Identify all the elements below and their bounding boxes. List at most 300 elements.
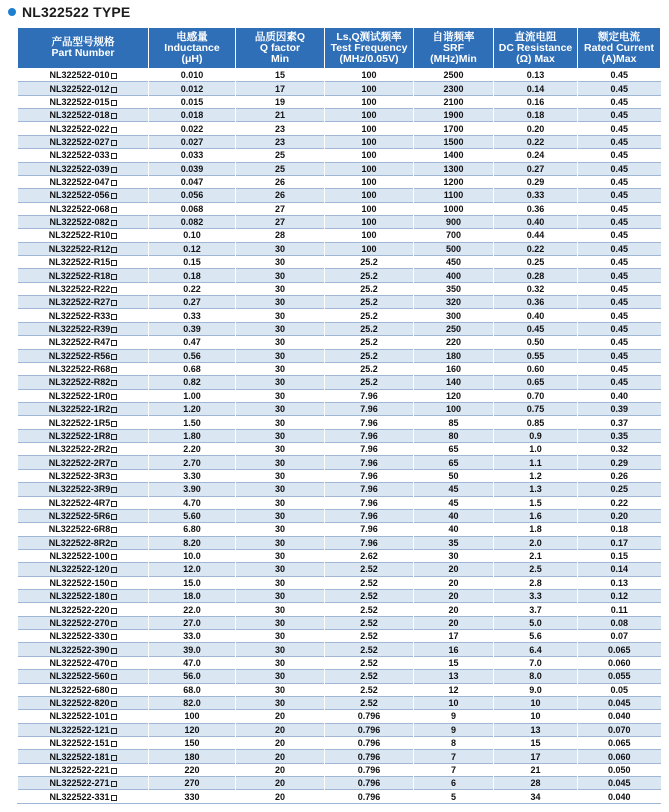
table-cell bbox=[236, 536, 325, 549]
cell-value: 30 bbox=[274, 497, 285, 508]
table-cell bbox=[149, 683, 236, 696]
cell-value: 0.9 bbox=[529, 430, 542, 441]
table-cell bbox=[578, 777, 661, 790]
cell-value: 1.80 bbox=[183, 430, 201, 441]
part-number: NL322522-1R0 bbox=[48, 390, 111, 401]
cell-value: 15 bbox=[530, 738, 541, 749]
cell-value: 9 bbox=[450, 724, 456, 735]
table-cell bbox=[578, 82, 661, 95]
table-cell bbox=[494, 389, 578, 402]
cell-value: 30 bbox=[274, 591, 285, 602]
table-cell bbox=[494, 576, 578, 589]
table-cell bbox=[325, 229, 414, 242]
cell-value: 30 bbox=[274, 297, 285, 308]
cell-value: 120 bbox=[184, 724, 200, 735]
table-cell bbox=[236, 82, 325, 95]
cell-value: 27 bbox=[274, 203, 285, 214]
cell-value: 0.33 bbox=[526, 190, 545, 201]
cell-value: 0.33 bbox=[183, 310, 201, 321]
cell-value: 0.12 bbox=[183, 243, 201, 254]
table-cell bbox=[325, 443, 414, 456]
table-cell bbox=[578, 149, 661, 162]
cell-value: 700 bbox=[445, 230, 462, 241]
checkbox-square-icon bbox=[111, 634, 117, 640]
table-cell bbox=[236, 109, 325, 122]
table-cell bbox=[18, 135, 149, 148]
table-cell bbox=[578, 416, 661, 429]
table-cell bbox=[494, 536, 578, 549]
cell-value: 0.45 bbox=[610, 177, 629, 188]
checkbox-square-icon bbox=[111, 728, 117, 734]
table-cell bbox=[325, 162, 414, 175]
table-row bbox=[18, 549, 661, 562]
table-cell bbox=[578, 456, 661, 469]
cell-value: 100 bbox=[361, 83, 377, 94]
checkbox-square-icon bbox=[111, 487, 117, 493]
table-cell bbox=[414, 336, 494, 349]
cell-value: 0.796 bbox=[357, 711, 381, 722]
cell-value: 220 bbox=[445, 337, 462, 348]
cell-value: 7.96 bbox=[360, 417, 378, 428]
cell-value: 0.45 bbox=[610, 163, 629, 174]
table-cell bbox=[578, 696, 661, 709]
column-header: 产品型号规格 Part Number bbox=[18, 28, 149, 69]
cell-value: 0.040 bbox=[607, 791, 631, 802]
table-cell bbox=[325, 456, 414, 469]
cell-value: 0.22 bbox=[183, 283, 201, 294]
checkbox-square-icon bbox=[111, 461, 117, 467]
table-cell bbox=[149, 109, 236, 122]
cell-value: 0.45 bbox=[610, 297, 629, 308]
cell-value: 0.35 bbox=[610, 430, 629, 441]
table-cell bbox=[236, 282, 325, 295]
table-cell bbox=[325, 469, 414, 482]
cell-value: 0.18 bbox=[526, 110, 545, 121]
table-cell bbox=[149, 563, 236, 576]
cell-value: 25 bbox=[274, 150, 285, 161]
table-cell bbox=[149, 549, 236, 562]
cell-value: 30 bbox=[274, 631, 285, 642]
cell-value: 0.796 bbox=[357, 751, 381, 762]
table-cell bbox=[494, 322, 578, 335]
part-number: NL322522-R68 bbox=[48, 364, 111, 375]
table-cell bbox=[494, 376, 578, 389]
part-number: NL322522-015 bbox=[49, 96, 110, 107]
checkbox-square-icon bbox=[111, 407, 117, 413]
cell-value: 270 bbox=[184, 778, 200, 789]
table-cell bbox=[494, 215, 578, 228]
table-cell bbox=[494, 256, 578, 269]
table-cell bbox=[414, 162, 494, 175]
table-cell bbox=[325, 429, 414, 442]
cell-value: 100 bbox=[361, 70, 377, 81]
cell-value: 17 bbox=[530, 751, 541, 762]
table-cell bbox=[578, 683, 661, 696]
table-cell bbox=[325, 777, 414, 790]
table-cell bbox=[18, 349, 149, 362]
table-cell bbox=[325, 256, 414, 269]
table-row bbox=[18, 696, 661, 709]
table-cell bbox=[414, 376, 494, 389]
cell-value: 23 bbox=[274, 123, 285, 134]
table-cell bbox=[18, 309, 149, 322]
table-cell bbox=[494, 763, 578, 776]
cell-value: 7.96 bbox=[360, 404, 378, 415]
part-number: NL322522-181 bbox=[49, 751, 110, 762]
table-cell bbox=[18, 175, 149, 188]
cell-value: 2.52 bbox=[360, 631, 378, 642]
cell-value: 2.8 bbox=[529, 577, 542, 588]
checkbox-square-icon bbox=[111, 795, 117, 801]
table-cell bbox=[325, 549, 414, 562]
cell-value: 2500 bbox=[443, 70, 464, 81]
table-row bbox=[18, 429, 661, 442]
table-row bbox=[18, 670, 661, 683]
table-cell bbox=[578, 563, 661, 576]
table-cell bbox=[494, 630, 578, 643]
table-cell bbox=[494, 710, 578, 723]
table-cell bbox=[236, 162, 325, 175]
cell-value: 25.2 bbox=[360, 283, 378, 294]
table-cell bbox=[149, 523, 236, 536]
cell-value: 0.796 bbox=[357, 778, 381, 789]
cell-value: 2.52 bbox=[360, 591, 378, 602]
table-row bbox=[18, 202, 661, 215]
cell-value: 100 bbox=[445, 404, 462, 415]
table-cell bbox=[325, 763, 414, 776]
table-cell bbox=[18, 456, 149, 469]
part-number: NL322522-022 bbox=[49, 123, 110, 134]
table-cell bbox=[578, 296, 661, 309]
cell-value: 30 bbox=[274, 444, 285, 455]
table-cell bbox=[414, 256, 494, 269]
cell-value: 0.12 bbox=[610, 591, 629, 602]
cell-value: 1700 bbox=[443, 123, 464, 134]
table-cell bbox=[149, 496, 236, 509]
cell-value: 15.0 bbox=[183, 577, 201, 588]
cell-value: 8.20 bbox=[183, 537, 201, 548]
table-cell bbox=[325, 536, 414, 549]
cell-value: 0.022 bbox=[180, 123, 204, 134]
cell-value: 0.65 bbox=[526, 377, 545, 388]
cell-value: 30 bbox=[274, 644, 285, 655]
cell-value: 1200 bbox=[443, 177, 464, 188]
part-number: NL322522-2R2 bbox=[48, 444, 111, 455]
table-cell bbox=[414, 763, 494, 776]
table-cell bbox=[149, 189, 236, 202]
cell-value: 2300 bbox=[443, 83, 464, 94]
table-row bbox=[18, 402, 661, 415]
cell-value: 0.39 bbox=[610, 404, 629, 415]
part-number: NL322522-R15 bbox=[48, 257, 111, 268]
table-cell bbox=[414, 563, 494, 576]
checkbox-square-icon bbox=[111, 594, 117, 600]
table-cell bbox=[578, 189, 661, 202]
table-cell bbox=[578, 202, 661, 215]
cell-value: 7.96 bbox=[360, 390, 378, 401]
table-cell bbox=[414, 603, 494, 616]
cell-value: 1.6 bbox=[529, 511, 542, 522]
table-cell bbox=[414, 710, 494, 723]
table-cell bbox=[578, 429, 661, 442]
cell-value: 2.52 bbox=[360, 671, 378, 682]
table-cell bbox=[414, 296, 494, 309]
table-cell bbox=[18, 282, 149, 295]
cell-value: 20 bbox=[274, 778, 285, 789]
table-cell bbox=[414, 389, 494, 402]
checkbox-square-icon bbox=[111, 434, 117, 440]
cell-value: 0.22 bbox=[526, 136, 545, 147]
part-number: NL322522-6R8 bbox=[48, 524, 111, 535]
cell-value: 0.55 bbox=[526, 350, 545, 361]
table-cell bbox=[325, 135, 414, 148]
part-number: NL322522-018 bbox=[49, 110, 110, 121]
cell-value: 0.22 bbox=[526, 243, 545, 254]
table-cell bbox=[18, 656, 149, 669]
table-cell bbox=[578, 336, 661, 349]
table-cell bbox=[494, 202, 578, 215]
table-cell bbox=[414, 630, 494, 643]
cell-value: 30 bbox=[274, 404, 285, 415]
table-cell bbox=[414, 309, 494, 322]
cell-value: 5.6 bbox=[529, 631, 542, 642]
cell-value: 0.45 bbox=[610, 70, 629, 81]
cell-value: 30 bbox=[274, 511, 285, 522]
column-header: Ls,Q测试频率 Test Frequency (MHz/0.05V) bbox=[325, 28, 414, 69]
table-cell bbox=[578, 590, 661, 603]
checkbox-square-icon bbox=[111, 447, 117, 453]
table-row bbox=[18, 69, 661, 82]
table-cell bbox=[149, 536, 236, 549]
table-cell bbox=[18, 269, 149, 282]
cell-value: 1.8 bbox=[529, 524, 542, 535]
cell-value: 1.50 bbox=[183, 417, 201, 428]
table-cell bbox=[236, 683, 325, 696]
table-row bbox=[18, 162, 661, 175]
part-number: NL322522-R27 bbox=[48, 297, 111, 308]
table-cell bbox=[149, 763, 236, 776]
table-cell bbox=[236, 790, 325, 803]
table-cell bbox=[578, 269, 661, 282]
table-cell bbox=[414, 483, 494, 496]
cell-value: 30 bbox=[274, 377, 285, 388]
table-cell bbox=[236, 269, 325, 282]
table-cell bbox=[18, 549, 149, 562]
cell-value: 17 bbox=[448, 631, 459, 642]
table-cell bbox=[414, 82, 494, 95]
table-cell bbox=[578, 643, 661, 656]
cell-value: 100 bbox=[184, 711, 200, 722]
cell-value: 0.047 bbox=[180, 177, 204, 188]
table-cell bbox=[149, 576, 236, 589]
cell-value: 1.5 bbox=[529, 497, 542, 508]
table-cell bbox=[578, 576, 661, 589]
checkbox-square-icon bbox=[111, 354, 117, 360]
table-cell bbox=[414, 109, 494, 122]
cell-value: 2.52 bbox=[360, 564, 378, 575]
cell-value: 100 bbox=[361, 243, 377, 254]
cell-value: 450 bbox=[445, 257, 462, 268]
table-cell bbox=[236, 296, 325, 309]
table-cell bbox=[494, 349, 578, 362]
table-cell bbox=[494, 429, 578, 442]
cell-value: 0.25 bbox=[526, 257, 545, 268]
table-cell bbox=[325, 630, 414, 643]
cell-value: 0.068 bbox=[180, 203, 204, 214]
table-row bbox=[18, 109, 661, 122]
cell-value: 7.0 bbox=[529, 657, 542, 668]
table-row bbox=[18, 509, 661, 522]
part-number: NL322522-047 bbox=[49, 177, 110, 188]
table-cell bbox=[494, 563, 578, 576]
cell-value: 0.40 bbox=[526, 217, 545, 228]
table-cell bbox=[236, 630, 325, 643]
cell-value: 0.07 bbox=[610, 631, 629, 642]
part-number: NL322522-390 bbox=[49, 644, 110, 655]
table-cell bbox=[149, 736, 236, 749]
checkbox-square-icon bbox=[111, 207, 117, 213]
table-cell bbox=[325, 242, 414, 255]
cell-value: 2.20 bbox=[183, 444, 201, 455]
part-number: NL322522-4R7 bbox=[48, 497, 111, 508]
cell-value: 21 bbox=[530, 764, 541, 775]
cell-value: 2.70 bbox=[183, 457, 201, 468]
table-cell bbox=[18, 777, 149, 790]
table-cell bbox=[149, 229, 236, 242]
cell-value: 0.70 bbox=[526, 390, 545, 401]
table-row bbox=[18, 362, 661, 375]
table-cell bbox=[325, 736, 414, 749]
checkbox-square-icon bbox=[111, 554, 117, 560]
cell-value: 20 bbox=[274, 751, 285, 762]
table-cell bbox=[149, 282, 236, 295]
cell-value: 3.90 bbox=[183, 484, 201, 495]
table-cell bbox=[18, 322, 149, 335]
column-header: 额定电流 Rated Current (A)Max bbox=[578, 28, 661, 69]
cell-value: 0.060 bbox=[607, 657, 631, 668]
table-cell bbox=[236, 736, 325, 749]
table-cell bbox=[325, 656, 414, 669]
cell-value: 9 bbox=[450, 711, 456, 722]
table-cell bbox=[149, 710, 236, 723]
table-cell bbox=[578, 175, 661, 188]
table-cell bbox=[18, 509, 149, 522]
cell-value: 0.85 bbox=[526, 417, 545, 428]
table-cell bbox=[325, 349, 414, 362]
table-cell bbox=[414, 696, 494, 709]
column-header: 自谐频率 SRF (MHz)Min bbox=[414, 28, 494, 69]
table-row bbox=[18, 215, 661, 228]
table-row bbox=[18, 135, 661, 148]
table-cell bbox=[494, 282, 578, 295]
table-row bbox=[18, 256, 661, 269]
cell-value: 8.0 bbox=[529, 671, 542, 682]
cell-value: 0.45 bbox=[610, 337, 629, 348]
table-cell bbox=[236, 362, 325, 375]
table-cell bbox=[578, 656, 661, 669]
table-cell bbox=[325, 95, 414, 108]
table-cell bbox=[494, 95, 578, 108]
table-cell bbox=[494, 402, 578, 415]
part-number: NL322522-101 bbox=[49, 711, 110, 722]
table-cell bbox=[414, 149, 494, 162]
cell-value: 4.70 bbox=[183, 497, 201, 508]
table-cell bbox=[414, 349, 494, 362]
table-cell bbox=[325, 710, 414, 723]
checkbox-square-icon bbox=[111, 768, 117, 774]
table-cell bbox=[414, 362, 494, 375]
cell-value: 1.00 bbox=[183, 390, 201, 401]
table-cell bbox=[149, 162, 236, 175]
table-cell bbox=[578, 322, 661, 335]
cell-value: 2100 bbox=[443, 96, 464, 107]
cell-value: 0.045 bbox=[607, 778, 631, 789]
part-number: NL322522-1R5 bbox=[48, 417, 111, 428]
table-cell bbox=[494, 656, 578, 669]
table-cell bbox=[494, 309, 578, 322]
table-row bbox=[18, 189, 661, 202]
table-cell bbox=[18, 590, 149, 603]
table-cell bbox=[236, 122, 325, 135]
table-cell bbox=[414, 416, 494, 429]
table-cell bbox=[414, 576, 494, 589]
table-cell bbox=[414, 69, 494, 82]
checkbox-square-icon bbox=[111, 233, 117, 239]
cell-value: 15 bbox=[448, 657, 459, 668]
table-cell bbox=[149, 750, 236, 763]
table-row bbox=[18, 576, 661, 589]
table-cell bbox=[149, 777, 236, 790]
cell-value: 22.0 bbox=[183, 604, 201, 615]
cell-value: 13 bbox=[448, 671, 459, 682]
checkbox-square-icon bbox=[111, 274, 117, 280]
cell-value: 7.96 bbox=[360, 511, 378, 522]
table-cell bbox=[236, 469, 325, 482]
table-cell bbox=[149, 122, 236, 135]
table-cell bbox=[414, 750, 494, 763]
cell-value: 0.56 bbox=[183, 350, 201, 361]
cell-value: 0.045 bbox=[607, 698, 631, 709]
bullet-dot-icon bbox=[8, 8, 16, 16]
cell-value: 30 bbox=[274, 524, 285, 535]
table-cell bbox=[325, 282, 414, 295]
table-cell bbox=[414, 616, 494, 629]
checkbox-square-icon bbox=[111, 674, 117, 680]
cell-value: 0.018 bbox=[180, 110, 204, 121]
table-cell bbox=[325, 616, 414, 629]
checkbox-square-icon bbox=[111, 220, 117, 226]
table-cell bbox=[149, 256, 236, 269]
part-number: NL322522-330 bbox=[49, 631, 110, 642]
table-cell bbox=[236, 322, 325, 335]
table-cell bbox=[578, 389, 661, 402]
table-cell bbox=[578, 630, 661, 643]
table-cell bbox=[149, 416, 236, 429]
cell-value: 2.52 bbox=[360, 604, 378, 615]
table-cell bbox=[149, 443, 236, 456]
part-number: NL322522-033 bbox=[49, 150, 110, 161]
table-cell bbox=[236, 336, 325, 349]
table-cell bbox=[325, 496, 414, 509]
table-cell bbox=[18, 496, 149, 509]
table-cell bbox=[18, 362, 149, 375]
cell-value: 0.27 bbox=[526, 163, 545, 174]
cell-value: 30 bbox=[274, 430, 285, 441]
table-cell bbox=[18, 563, 149, 576]
cell-value: 30 bbox=[274, 470, 285, 481]
table-row bbox=[18, 656, 661, 669]
cell-value: 20 bbox=[448, 564, 459, 575]
